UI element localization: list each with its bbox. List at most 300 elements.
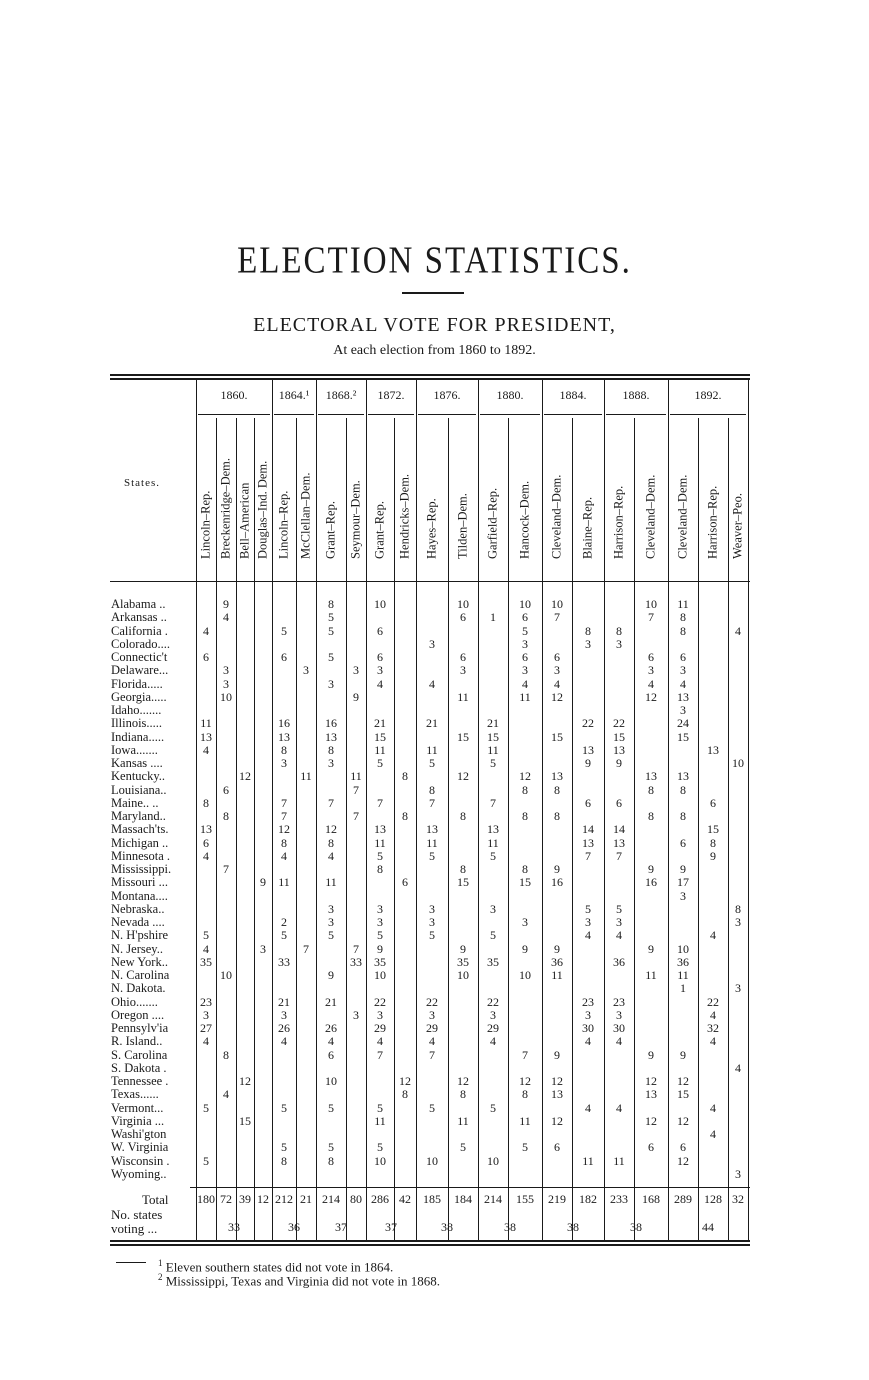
- vote-cell: 4: [585, 928, 591, 943]
- vote-cell: 26: [278, 1021, 290, 1035]
- vote-cell: 36: [551, 954, 563, 969]
- vote-cell: 2: [281, 915, 287, 929]
- vote-cell: 11: [519, 1113, 531, 1128]
- vote-cell: 14: [582, 822, 594, 837]
- vote-cell: 6: [554, 650, 560, 664]
- vote-cell: 5: [490, 928, 496, 943]
- vote-cell: 5: [203, 1100, 209, 1115]
- vote-cell: 5: [281, 623, 287, 638]
- year-underline: [368, 414, 414, 415]
- year-label: 1880.: [496, 388, 524, 402]
- vote-cell: 5: [328, 1140, 334, 1155]
- states-voting-cell: 33: [228, 1220, 240, 1234]
- state-name: Arkansas ..: [111, 610, 167, 625]
- year-underline: [418, 414, 476, 415]
- vote-cell: 15: [551, 729, 563, 744]
- year-label: 1868.²: [325, 388, 357, 402]
- vote-cell: 9: [648, 941, 654, 956]
- vote-cell: 6: [203, 650, 209, 664]
- vote-cell: 9: [460, 941, 466, 956]
- total-cell: 155: [516, 1192, 534, 1206]
- state-name: N. Dakota.: [111, 981, 166, 996]
- vote-cell: 8: [648, 782, 654, 797]
- footnote-1-mark: 1: [158, 1258, 163, 1268]
- vote-cell: 12: [325, 822, 337, 837]
- vote-cell: 7: [281, 795, 287, 810]
- column-header: [416, 418, 448, 574]
- state-name: Iowa.......: [111, 742, 158, 757]
- vote-cell: 7: [353, 809, 359, 823]
- vote-cell: 9: [648, 1047, 654, 1062]
- table-rule: [110, 1240, 750, 1242]
- vote-cell: 33: [278, 954, 290, 969]
- states-voting-cell: 37: [335, 1220, 347, 1234]
- vote-cell: 11: [374, 1113, 386, 1128]
- state-name: Ohio.......: [111, 994, 158, 1009]
- vote-cell: 13: [278, 729, 290, 744]
- vote-cell: 9: [260, 875, 266, 890]
- vote-cell: 21: [426, 716, 438, 731]
- column-header-label: Harrison–Rep.: [705, 485, 720, 559]
- vote-cell: 35: [200, 954, 212, 969]
- column-header-label: Lincoln–Rep.: [276, 490, 291, 559]
- vote-cell: 8: [648, 809, 654, 823]
- state-name: Minnesota .: [111, 848, 171, 863]
- vote-cell: 10: [457, 597, 469, 611]
- vote-cell: 33: [350, 954, 362, 969]
- vote-cell: 29: [487, 1021, 499, 1035]
- vote-cell: 3: [680, 663, 686, 678]
- footnote-2-mark: 2: [158, 1272, 163, 1282]
- state-name: Texas......: [111, 1087, 159, 1102]
- vote-cell: 12: [278, 822, 290, 837]
- vote-cell: 32: [707, 1021, 719, 1035]
- vote-cell: 10: [645, 597, 657, 611]
- state-name: Nevada ....: [111, 915, 165, 929]
- vote-cell: 5: [281, 1140, 287, 1155]
- state-name: Virginia ...: [111, 1113, 165, 1128]
- vote-cell: 4: [328, 848, 334, 863]
- column-header: [604, 418, 634, 574]
- vote-cell: 11: [519, 689, 531, 704]
- vote-cell: 4: [490, 1034, 496, 1049]
- state-name: Washi'gton: [111, 1127, 167, 1141]
- vote-cell: 6: [616, 795, 622, 810]
- state-name: Louisiana..: [111, 782, 167, 797]
- column-header-label: Bell–American: [237, 482, 252, 559]
- vote-cell: 10: [519, 968, 531, 982]
- total-cell: 182: [579, 1192, 597, 1206]
- vote-cell: 29: [426, 1021, 438, 1035]
- vote-cell: 9: [616, 756, 622, 770]
- column-header-label: Hancock–Dem.: [517, 480, 532, 559]
- vote-cell: 3: [616, 1007, 622, 1022]
- title-rule: [402, 292, 464, 294]
- vote-cell: 4: [203, 623, 209, 638]
- vote-cell: 1: [490, 610, 496, 625]
- vote-cell: 8: [680, 623, 686, 638]
- vote-cell: 4: [522, 676, 528, 691]
- state-name: N. H'pshire: [111, 928, 169, 943]
- vote-cell: 4: [710, 1127, 716, 1141]
- state-name: Wyoming..: [111, 1166, 167, 1181]
- vote-cell: 12: [519, 1074, 531, 1088]
- total-cell: 219: [548, 1192, 566, 1206]
- vote-cell: 15: [239, 1113, 251, 1128]
- vote-cell: 6: [680, 650, 686, 664]
- vote-cell: 13: [582, 835, 594, 850]
- state-name: Pennsylv'ia: [111, 1021, 169, 1035]
- vote-cell: 27: [200, 1021, 212, 1035]
- vote-cell: 5: [281, 1100, 287, 1115]
- vote-cell: 13: [200, 729, 212, 744]
- vote-cell: 30: [582, 1021, 594, 1035]
- column-header-label: Hayes–Rep.: [424, 498, 439, 559]
- vote-cell: 21: [374, 716, 386, 731]
- vote-cell: 11: [677, 968, 689, 982]
- vote-cell: 26: [325, 1021, 337, 1035]
- vote-cell: 13: [707, 742, 719, 757]
- vote-cell: 7: [554, 610, 560, 625]
- state-name: Indiana.....: [111, 729, 165, 744]
- state-name: Colorado....: [111, 636, 171, 651]
- vote-cell: 12: [677, 1153, 689, 1168]
- vote-cell: 4: [616, 1100, 622, 1115]
- vote-cell: 3: [377, 663, 383, 678]
- vote-cell: 5: [377, 1140, 383, 1155]
- vote-cell: 5: [490, 1100, 496, 1115]
- state-name: Kentucky..: [111, 769, 166, 784]
- vote-cell: 6: [710, 795, 716, 810]
- vote-cell: 8: [328, 835, 334, 850]
- vote-cell: 7: [281, 809, 287, 823]
- vote-cell: 4: [328, 1034, 334, 1049]
- vote-cell: 12: [519, 769, 531, 784]
- column-header-label: Breckenridge–Dem.: [218, 457, 233, 559]
- vote-cell: 6: [203, 835, 209, 850]
- vote-cell: 13: [677, 689, 689, 704]
- table-rule: [110, 374, 750, 376]
- vote-cell: 9: [223, 597, 229, 611]
- vote-cell: 13: [582, 742, 594, 757]
- vote-cell: 7: [648, 610, 654, 625]
- year-label: 1892.: [694, 388, 722, 402]
- vote-cell: 35: [374, 954, 386, 969]
- column-header-label: Blaine–Rep.: [580, 496, 595, 559]
- footnote-2-text: Mississippi, Texas and Virginia did not vote in 1868.: [165, 1273, 440, 1289]
- vote-cell: 3: [281, 756, 287, 770]
- vote-cell: 8: [281, 835, 287, 850]
- vote-cell: 8: [328, 597, 334, 611]
- vote-cell: 7: [616, 848, 622, 863]
- year-underline: [480, 414, 540, 415]
- vote-cell: 29: [374, 1021, 386, 1035]
- vote-cell: 22: [426, 994, 438, 1009]
- column-header: [698, 418, 728, 574]
- column-header-label: Seymour–Dem.: [348, 480, 363, 559]
- vote-cell: 5: [429, 1100, 435, 1115]
- vote-cell: 7: [585, 848, 591, 863]
- vote-cell: 7: [353, 941, 359, 956]
- vote-cell: 9: [554, 1047, 560, 1062]
- vote-cell: 8: [402, 809, 408, 823]
- vote-cell: 15: [613, 729, 625, 744]
- vote-cell: 3: [616, 636, 622, 651]
- vote-cell: 11: [487, 835, 499, 850]
- vote-cell: 3: [260, 941, 266, 956]
- vote-cell: 8: [223, 809, 229, 823]
- vote-cell: 6: [522, 650, 528, 664]
- year-label: 1872.: [377, 388, 405, 402]
- vote-cell: 9: [680, 862, 686, 876]
- vote-cell: 6: [223, 782, 229, 797]
- vote-cell: 3: [353, 663, 359, 678]
- state-name: Wisconsin .: [111, 1153, 170, 1168]
- vote-cell: 8: [522, 782, 528, 797]
- vote-cell: 9: [585, 756, 591, 770]
- vote-cell: 12: [457, 1074, 469, 1088]
- vote-cell: 4: [223, 610, 229, 625]
- vote-cell: 3: [735, 915, 741, 929]
- column-header: [542, 418, 572, 574]
- vote-cell: 12: [551, 1074, 563, 1088]
- states-voting-cell: 38: [441, 1220, 453, 1234]
- vote-cell: 3: [429, 915, 435, 929]
- states-voting-cell: 37: [385, 1220, 397, 1234]
- vote-cell: 6: [648, 1140, 654, 1155]
- vote-cell: 4: [223, 1087, 229, 1102]
- vote-cell: 6: [460, 650, 466, 664]
- vote-cell: 10: [325, 1074, 337, 1088]
- vote-cell: 11: [645, 968, 657, 982]
- vote-cell: 5: [522, 1140, 528, 1155]
- total-cell: 72: [220, 1192, 232, 1206]
- vote-cell: 6: [377, 623, 383, 638]
- column-header-label: Cleveland–Dem.: [675, 474, 690, 559]
- vote-cell: 15: [374, 729, 386, 744]
- vote-cell: 4: [203, 848, 209, 863]
- vote-cell: 4: [585, 1100, 591, 1115]
- vote-cell: 6: [328, 1047, 334, 1062]
- state-name: Delaware...: [111, 663, 169, 678]
- vote-cell: 11: [325, 875, 337, 890]
- vote-cell: 8: [735, 901, 741, 916]
- vote-cell: 3: [328, 915, 334, 929]
- vote-cell: 36: [613, 954, 625, 969]
- vote-cell: 10: [519, 597, 531, 611]
- vote-cell: 3: [223, 663, 229, 678]
- vote-cell: 8: [585, 623, 591, 638]
- vote-cell: 6: [648, 650, 654, 664]
- page-title: ELECTION STATISTICS.: [237, 240, 632, 282]
- column-header-label: Cleveland–Dem.: [549, 474, 564, 559]
- vote-cell: 6: [522, 610, 528, 625]
- vote-cell: 3: [203, 1007, 209, 1022]
- year-underline: [670, 414, 746, 415]
- column-header: [728, 418, 748, 574]
- vote-cell: 15: [457, 729, 469, 744]
- vote-cell: 5: [429, 848, 435, 863]
- vote-cell: 3: [377, 1007, 383, 1022]
- vote-cell: 13: [426, 822, 438, 837]
- vote-cell: 8: [616, 623, 622, 638]
- vote-cell: 3: [735, 1166, 741, 1181]
- vote-cell: 4: [710, 1034, 716, 1049]
- column-header: [196, 418, 216, 574]
- vote-cell: 30: [613, 1021, 625, 1035]
- vote-cell: 9: [353, 689, 359, 704]
- vote-cell: 5: [377, 848, 383, 863]
- column-header-label: Harrison–Rep.: [611, 485, 626, 559]
- vote-cell: 12: [457, 769, 469, 784]
- vote-cell: 11: [350, 769, 362, 784]
- vote-cell: 4: [377, 1034, 383, 1049]
- total-cell: 212: [275, 1192, 293, 1206]
- state-name: Vermont...: [111, 1100, 164, 1115]
- vote-cell: 12: [551, 689, 563, 704]
- total-cell: 214: [484, 1192, 502, 1206]
- column-header-label: Douglas–Ind. Dem.: [255, 460, 270, 559]
- vote-cell: 8: [203, 795, 209, 810]
- column-header: [366, 418, 394, 574]
- vote-cell: 22: [707, 994, 719, 1009]
- vote-cell: 23: [200, 994, 212, 1009]
- vote-cell: 16: [551, 875, 563, 890]
- vote-cell: 4: [710, 928, 716, 943]
- vote-cell: 8: [460, 809, 466, 823]
- column-header-label: Grant–Rep.: [323, 501, 338, 559]
- vote-cell: 4: [429, 1034, 435, 1049]
- vote-cell: 11: [613, 1153, 625, 1168]
- vote-cell: 3: [429, 1007, 435, 1022]
- vote-cell: 8: [223, 1047, 229, 1062]
- total-cell: 21: [300, 1192, 312, 1206]
- column-header: [296, 418, 316, 574]
- vote-cell: 6: [680, 1140, 686, 1155]
- state-name: Kansas ....: [111, 756, 163, 770]
- vote-cell: 8: [710, 835, 716, 850]
- vote-cell: 9: [328, 968, 334, 982]
- vote-cell: 8: [460, 862, 466, 876]
- vote-cell: 3: [429, 636, 435, 651]
- vote-cell: 5: [429, 756, 435, 770]
- state-name: Tennessee .: [111, 1074, 169, 1088]
- vote-cell: 10: [374, 1153, 386, 1168]
- vote-cell: 6: [680, 835, 686, 850]
- vote-cell: 9: [522, 941, 528, 956]
- state-name: Georgia.....: [111, 689, 167, 704]
- total-cell: 233: [610, 1192, 628, 1206]
- footnote-1-text: Eleven southern states did not vote in 1864.: [165, 1259, 394, 1275]
- vote-cell: 15: [677, 729, 689, 744]
- vote-cell: 7: [522, 1047, 528, 1062]
- vote-cell: 3: [616, 915, 622, 929]
- column-header-label: Grant–Rep.: [372, 501, 387, 559]
- column-header: [668, 418, 698, 574]
- vote-cell: 11: [374, 742, 386, 757]
- vote-cell: 11: [374, 835, 386, 850]
- column-header-label: Hendricks–Dem.: [397, 473, 412, 559]
- vote-cell: 3: [585, 636, 591, 651]
- vote-cell: 8: [281, 742, 287, 757]
- vote-cell: 5: [328, 1100, 334, 1115]
- column-header: [448, 418, 478, 574]
- state-name: Mississippi.: [111, 862, 172, 876]
- vote-cell: 23: [582, 994, 594, 1009]
- column-header: [508, 418, 542, 574]
- vote-cell: 13: [613, 835, 625, 850]
- states-voting-cell: 36: [288, 1220, 300, 1234]
- vote-cell: 9: [554, 862, 560, 876]
- state-name: N. Carolina: [111, 968, 170, 982]
- year-underline: [544, 414, 602, 415]
- vote-cell: 3: [377, 915, 383, 929]
- table-rule: [110, 378, 750, 380]
- state-name: Maine.. ..: [111, 795, 159, 810]
- vote-cell: 12: [645, 1113, 657, 1128]
- vote-cell: 3: [223, 676, 229, 691]
- year-underline: [606, 414, 666, 415]
- column-header: [572, 418, 604, 574]
- vote-cell: 3: [735, 981, 741, 996]
- vote-cell: 8: [328, 742, 334, 757]
- vote-cell: 12: [645, 1074, 657, 1088]
- vote-cell: 11: [457, 1113, 469, 1128]
- vote-cell: 8: [281, 1153, 287, 1168]
- vote-cell: 13: [551, 769, 563, 784]
- state-name: Idaho.......: [111, 703, 162, 717]
- vote-cell: 5: [377, 928, 383, 943]
- vote-cell: 4: [377, 676, 383, 691]
- vote-cell: 5: [328, 623, 334, 638]
- column-header-label: Weaver–Peo.: [730, 493, 745, 559]
- vote-cell: 3: [490, 901, 496, 916]
- vote-cell: 10: [551, 597, 563, 611]
- vote-cell: 5: [429, 928, 435, 943]
- states-voting-cell: 38: [567, 1220, 579, 1234]
- column-header: [316, 418, 346, 574]
- vote-cell: 4: [735, 1060, 741, 1075]
- vote-cell: 11: [457, 689, 469, 704]
- vote-cell: 4: [203, 1034, 209, 1049]
- vote-cell: 5: [377, 756, 383, 770]
- column-header: [236, 418, 254, 574]
- footnote-2: [158, 1272, 440, 1289]
- vote-cell: 4: [203, 941, 209, 956]
- vote-cell: 7: [303, 941, 309, 956]
- vote-cell: 4: [710, 1100, 716, 1115]
- column-header-label: Garfield–Rep.: [485, 487, 500, 559]
- vote-cell: 8: [429, 782, 435, 797]
- vote-cell: 4: [616, 1034, 622, 1049]
- state-name: New York..: [111, 954, 168, 969]
- column-rule: [748, 380, 749, 1240]
- vote-cell: 5: [328, 650, 334, 664]
- column-header: [634, 418, 668, 574]
- vote-cell: 5: [203, 1153, 209, 1168]
- vote-cell: 9: [648, 862, 654, 876]
- year-label: 1884.: [559, 388, 587, 402]
- total-cell: 168: [642, 1192, 660, 1206]
- vote-cell: 11: [677, 597, 689, 611]
- year-label: 1860.: [220, 388, 248, 402]
- state-name: Maryland..: [111, 809, 166, 823]
- vote-cell: 6: [460, 610, 466, 625]
- vote-cell: 11: [200, 716, 212, 731]
- vote-cell: 5: [281, 928, 287, 943]
- year-label: 1876.: [433, 388, 461, 402]
- vote-cell: 17: [677, 875, 689, 890]
